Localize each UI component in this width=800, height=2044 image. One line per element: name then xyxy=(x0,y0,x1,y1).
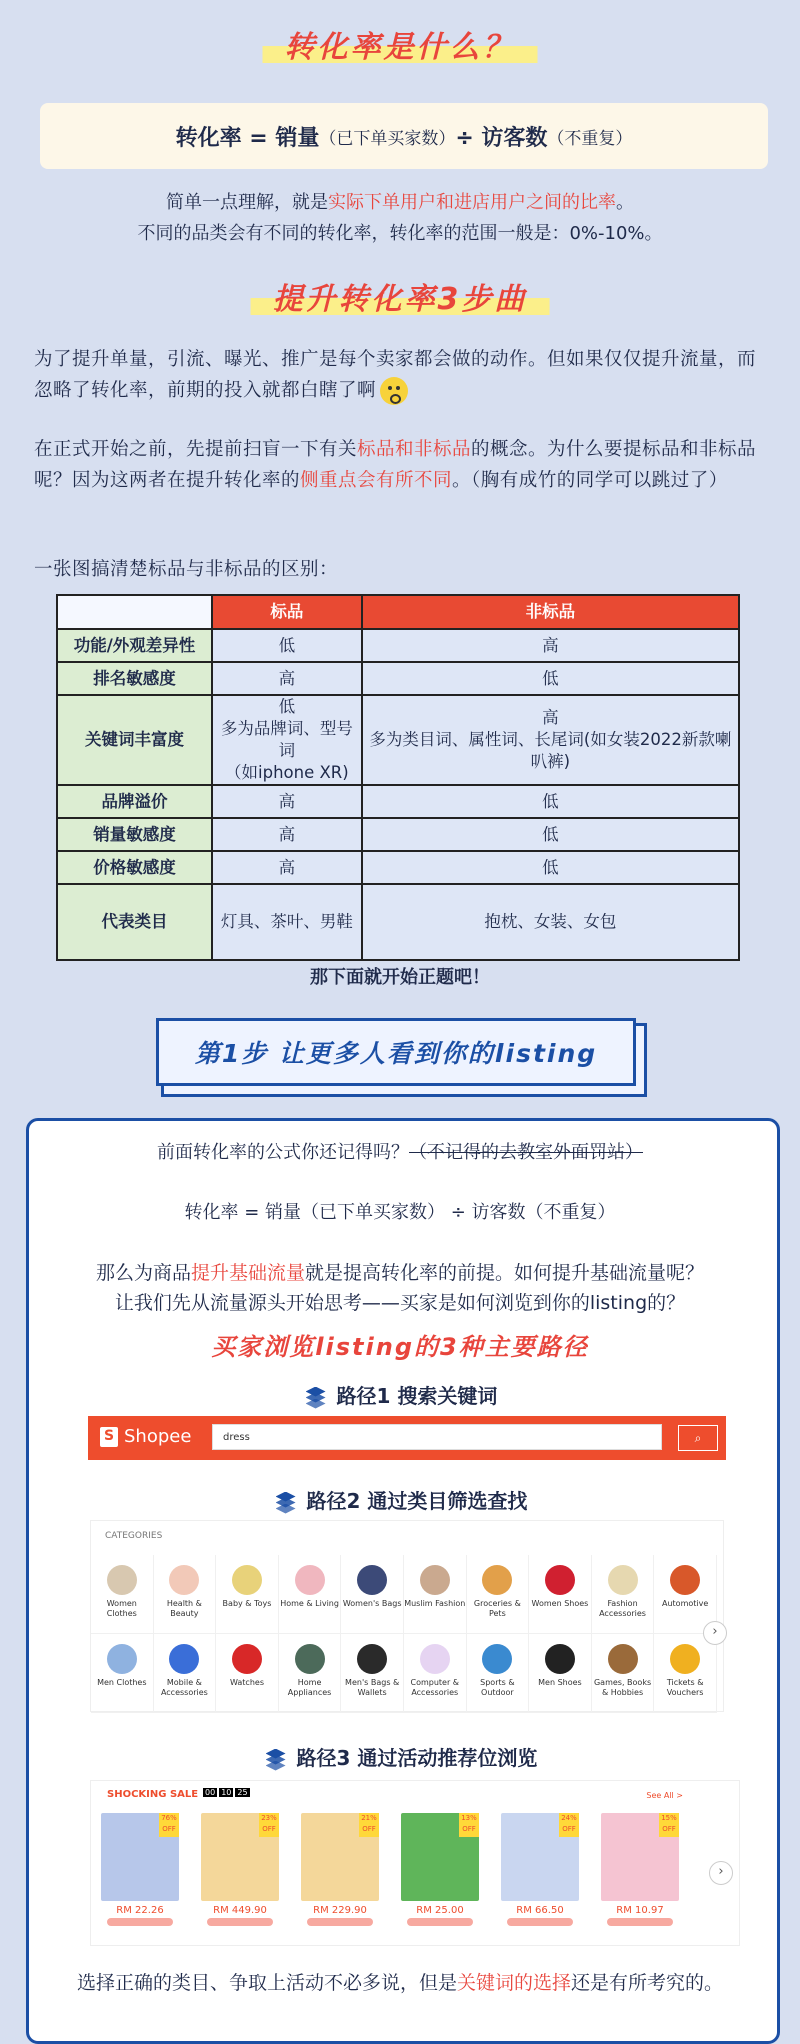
product-price: RM 66.50 xyxy=(516,1905,564,1916)
column-header: 非标品 xyxy=(362,595,739,629)
product-price: RM 25.00 xyxy=(416,1905,464,1916)
shopee-search-bar xyxy=(88,1416,726,1460)
table-row xyxy=(57,884,739,960)
category-item[interactable] xyxy=(91,1555,154,1634)
comparison-table xyxy=(56,594,740,961)
category-item[interactable] xyxy=(654,1634,717,1713)
highlight-text: 侧重点会有所不同 xyxy=(300,470,453,491)
timer-hours: 00 xyxy=(205,1788,216,1797)
category-label: Baby & Toys xyxy=(222,1599,272,1608)
product-price: RM 22.26 xyxy=(116,1905,164,1916)
text: 在正式开始之前，先提前扫盲一下有关 xyxy=(34,439,358,460)
text: 就是提高转化率的前提。如何提升基础流量呢？ xyxy=(305,1262,705,1284)
text: 还是有所考究的。 xyxy=(571,1972,724,1994)
discount-badge: 21% OFF xyxy=(359,1813,379,1837)
text: 选择正确的类目、争取上活动不必多说，但是 xyxy=(76,1972,457,1994)
card-paragraph-2: 让我们先从流量源头开始思考——买家是如何浏览到你的listing的？ xyxy=(114,1292,686,1314)
table-cell: 低 多为品牌词、型号词 （如iphone XR) xyxy=(212,695,362,785)
category-label: Men Clothes xyxy=(97,1678,147,1687)
formula-note: （不重复） xyxy=(547,128,633,149)
table-cell: 高 多为类目词、属性词、长尾词(如女装2022新款喇叭裤) xyxy=(362,695,739,785)
category-label: Men Shoes xyxy=(538,1678,582,1687)
category-label: Women Clothes xyxy=(106,1599,137,1618)
category-thumbnail xyxy=(420,1565,450,1595)
layers-icon xyxy=(263,1749,289,1771)
row-header: 品牌溢价 xyxy=(57,785,212,818)
layers-icon xyxy=(303,1387,329,1409)
discount-badge: 15% OFF xyxy=(659,1813,679,1837)
sold-progress-bar xyxy=(507,1918,573,1926)
text: 简单一点理解，就是 xyxy=(166,192,328,213)
product-card[interactable] xyxy=(201,1813,279,1935)
category-thumbnail xyxy=(670,1644,700,1674)
strikethrough-text: （不记得的去教室外面罚站） xyxy=(409,1142,643,1163)
highlight-text: 实际下单用户和进店用户之间的比率 xyxy=(328,192,616,213)
category-item[interactable] xyxy=(279,1555,342,1634)
row-header: 销量敏感度 xyxy=(57,818,212,851)
shopee-bag-icon xyxy=(100,1427,118,1447)
table-row xyxy=(57,629,739,662)
table-cell: 低 xyxy=(362,818,739,851)
product-card[interactable] xyxy=(501,1813,579,1935)
row-header: 排名敏感度 xyxy=(57,662,212,695)
category-item[interactable] xyxy=(341,1555,404,1634)
category-thumbnail xyxy=(169,1565,199,1595)
card-paragraph-1 xyxy=(0,1258,800,1288)
category-thumbnail xyxy=(232,1644,262,1674)
category-item[interactable] xyxy=(341,1634,404,1713)
table-cell: 低 xyxy=(362,662,739,695)
product-card[interactable] xyxy=(101,1813,179,1935)
category-thumbnail xyxy=(357,1565,387,1595)
search-button[interactable]: ⌕ xyxy=(678,1425,718,1451)
category-item[interactable] xyxy=(91,1634,154,1713)
category-thumbnail xyxy=(608,1644,638,1674)
highlight-text: 关键词的选择 xyxy=(456,1972,571,1994)
formula-note: （已下单买家数） xyxy=(319,128,456,149)
text: 前面转化率的公式你还记得吗？ xyxy=(157,1142,409,1163)
category-item[interactable] xyxy=(404,1634,467,1713)
table-row xyxy=(57,695,739,785)
row-header: 关键词丰富度 xyxy=(57,695,212,785)
explain-line-2: 不同的品类会有不同的转化率，转化率的范围一般是：0%-10%。 xyxy=(137,223,663,244)
text: 的概念。为什么要提标品和非标品呢？因为这两者在提升转化率的 xyxy=(34,439,757,491)
routes-subtitle: 买家浏览listing的3种主要路径 xyxy=(211,1333,589,1361)
shocking-sale-panel xyxy=(90,1780,740,1946)
search-input[interactable]: dress xyxy=(212,1424,662,1450)
category-label: Muslim Fashion xyxy=(404,1599,466,1608)
category-thumbnail xyxy=(295,1644,325,1674)
text: 为了提升单量，引流、曝光、推广是每个卖家都会做的动作。但如果仅仅提升流量，而忽略了转化率，前期的投入就都白瞎了啊 xyxy=(34,349,757,401)
route-label: 路径3 通过活动推荐位浏览 xyxy=(296,1746,538,1770)
category-label: Fashion Accessories xyxy=(599,1599,646,1618)
explain-line-1 xyxy=(0,188,800,218)
category-item[interactable] xyxy=(592,1555,655,1634)
table-cell: 低 xyxy=(212,629,362,662)
sold-progress-bar xyxy=(107,1918,173,1926)
category-item[interactable] xyxy=(529,1555,592,1634)
shopee-logo-text: Shopee xyxy=(124,1426,192,1447)
see-all-link[interactable]: See All > xyxy=(646,1791,683,1800)
category-label: Health & Beauty xyxy=(166,1599,202,1618)
table-cell: 灯具、茶叶、男鞋 xyxy=(212,884,362,960)
shopee-logo xyxy=(100,1426,191,1447)
route-3-heading xyxy=(0,1742,800,1771)
category-label: Mobile & Accessories xyxy=(160,1678,208,1697)
next-arrow-icon[interactable]: › xyxy=(709,1861,733,1885)
category-thumbnail xyxy=(420,1644,450,1674)
category-item[interactable] xyxy=(216,1555,279,1634)
section-title-steps: 提升转化率3步曲 xyxy=(251,282,550,318)
product-price: RM 229.90 xyxy=(313,1905,367,1916)
categories-grid xyxy=(91,1555,723,1713)
table-cell: 高 xyxy=(212,818,362,851)
table-row xyxy=(57,818,739,851)
table-cell: 低 xyxy=(362,785,739,818)
sold-progress-bar xyxy=(407,1918,473,1926)
product-card[interactable] xyxy=(301,1813,379,1935)
row-header: 价格敏感度 xyxy=(57,851,212,884)
category-item[interactable] xyxy=(529,1634,592,1713)
category-label: Home Appliances xyxy=(287,1678,332,1697)
category-label: Women Shoes xyxy=(531,1599,589,1608)
product-price: RM 10.97 xyxy=(616,1905,664,1916)
category-label: Groceries & Pets xyxy=(473,1599,521,1618)
sold-progress-bar xyxy=(207,1918,273,1926)
category-thumbnail xyxy=(482,1644,512,1674)
category-label: Games, Books & Hobbies xyxy=(593,1678,652,1697)
table-header-row xyxy=(57,595,739,629)
category-label: Computer & Accessories xyxy=(410,1678,460,1697)
category-item[interactable] xyxy=(154,1634,217,1713)
category-thumbnail xyxy=(295,1565,325,1595)
categories-panel xyxy=(90,1520,724,1712)
formula-box xyxy=(40,103,768,169)
category-thumbnail xyxy=(670,1565,700,1595)
discount-badge: 23% OFF xyxy=(259,1813,279,1837)
table-row xyxy=(57,785,739,818)
sold-progress-bar xyxy=(307,1918,373,1926)
category-thumbnail xyxy=(232,1565,262,1595)
sale-heading: SHOCKING SALE xyxy=(107,1789,199,1800)
table-corner xyxy=(57,595,212,629)
category-label: Men's Bags & Wallets xyxy=(345,1678,400,1697)
route-label: 路径1 搜索关键词 xyxy=(336,1384,498,1408)
route-1-heading xyxy=(0,1380,800,1409)
layers-icon xyxy=(273,1492,299,1514)
highlight-text: 提升基础流量 xyxy=(190,1262,305,1284)
table-intro: 一张图搞清楚标品与非标品的区别： xyxy=(34,559,339,580)
category-item[interactable] xyxy=(404,1555,467,1634)
table-cell: 高 xyxy=(212,662,362,695)
product-price: RM 449.90 xyxy=(213,1905,267,1916)
discount-badge: 13% OFF xyxy=(459,1813,479,1837)
route-label: 路径2 通过类目筛选查找 xyxy=(306,1489,528,1513)
category-item[interactable] xyxy=(154,1555,217,1634)
card-formula: 转化率 = 销量（已下单买家数） ÷ 访客数（不重复） xyxy=(184,1202,616,1223)
timer-minutes: 10 xyxy=(221,1788,232,1797)
category-thumbnail xyxy=(107,1565,137,1595)
highlight-text: 标品和非标品 xyxy=(357,439,472,460)
next-arrow-icon[interactable]: › xyxy=(703,1621,727,1645)
step-1-banner: 第1步 让更多人看到你的listing xyxy=(156,1018,636,1086)
category-item[interactable] xyxy=(467,1555,530,1634)
surprised-emoji-icon xyxy=(380,377,408,405)
table-cell: 抱枕、女装、女包 xyxy=(362,884,739,960)
column-header: 标品 xyxy=(212,595,362,629)
category-label: Women's Bags xyxy=(342,1599,402,1608)
category-thumbnail xyxy=(545,1565,575,1595)
categories-heading: CATEGORIES xyxy=(105,1531,163,1541)
discount-badge: 76% OFF xyxy=(159,1813,179,1837)
category-thumbnail xyxy=(357,1644,387,1674)
sale-timer xyxy=(203,1788,250,1797)
card-bottom-text xyxy=(0,1968,800,1998)
category-item[interactable] xyxy=(592,1634,655,1713)
formula-part: ÷ 访客数 xyxy=(455,125,548,151)
category-label: Tickets & Vouchers xyxy=(666,1678,704,1697)
row-header: 代表类目 xyxy=(57,884,212,960)
route-2-heading xyxy=(0,1485,800,1514)
table-cell: 高 xyxy=(362,629,739,662)
text: 。 xyxy=(616,192,634,213)
timer-seconds: 25 xyxy=(237,1788,248,1797)
transition-text: 那下面就开始正题吧！ xyxy=(310,967,490,988)
section-title-conversion: 转化率是什么？ xyxy=(263,30,538,66)
category-thumbnail xyxy=(169,1644,199,1674)
discount-badge: 24% OFF xyxy=(559,1813,579,1837)
table-cell: 低 xyxy=(362,851,739,884)
category-label: Home & Living xyxy=(280,1599,339,1608)
intro-paragraph xyxy=(34,344,769,406)
table-row xyxy=(57,851,739,884)
category-thumbnail xyxy=(107,1644,137,1674)
category-thumbnail xyxy=(545,1644,575,1674)
product-card[interactable] xyxy=(401,1813,479,1935)
text: 那么为商品 xyxy=(95,1262,191,1284)
category-label: Watches xyxy=(229,1678,264,1687)
product-card[interactable] xyxy=(601,1813,679,1935)
category-item[interactable] xyxy=(467,1634,530,1713)
formula-part: 转化率 = 销量 xyxy=(175,125,320,151)
concept-paragraph xyxy=(34,434,769,496)
category-thumbnail xyxy=(608,1565,638,1595)
table-cell: 高 xyxy=(212,851,362,884)
sold-progress-bar xyxy=(607,1918,673,1926)
card-question xyxy=(0,1138,800,1168)
category-label: Automotive xyxy=(662,1599,709,1608)
table-row xyxy=(57,662,739,695)
category-label: Sports & Outdoor xyxy=(480,1678,515,1697)
text: 。（胸有成竹的同学可以跳过了） xyxy=(452,470,728,491)
category-thumbnail xyxy=(482,1565,512,1595)
table-cell: 高 xyxy=(212,785,362,818)
product-row xyxy=(101,1813,679,1935)
category-item[interactable] xyxy=(216,1634,279,1713)
row-header: 功能/外观差异性 xyxy=(57,629,212,662)
category-item[interactable] xyxy=(279,1634,342,1713)
